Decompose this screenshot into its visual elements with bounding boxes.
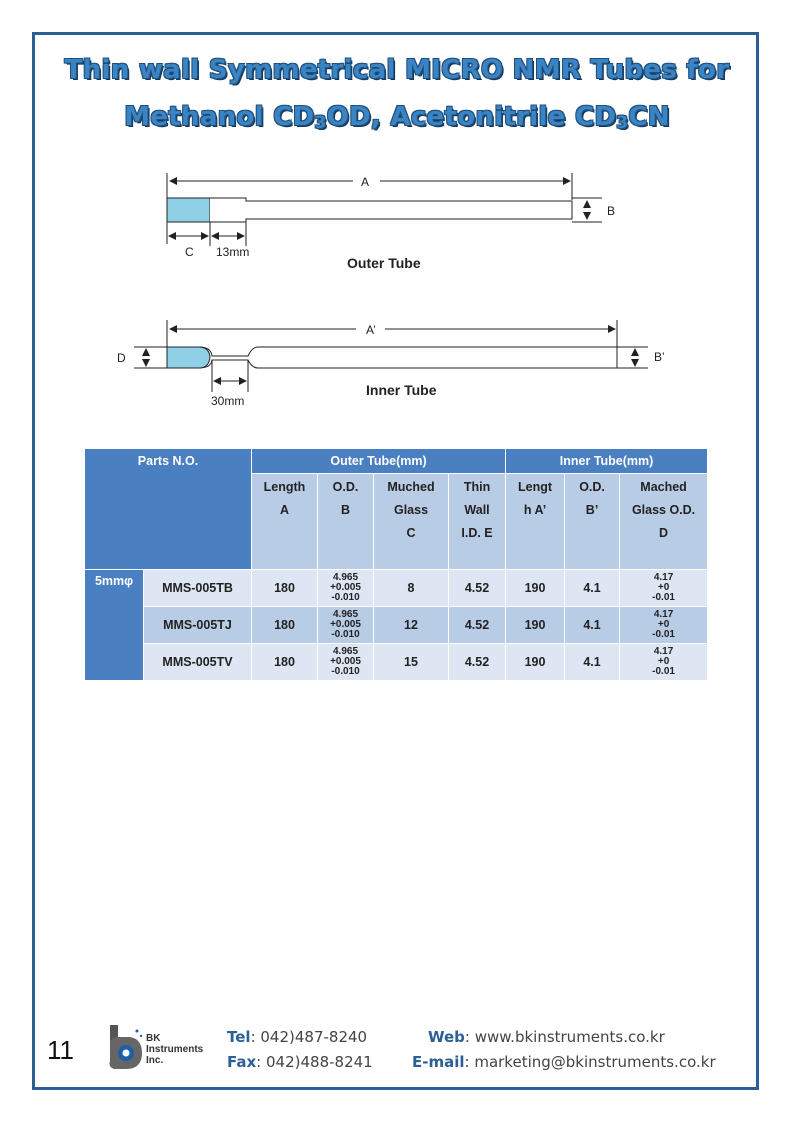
od-b-value: 4.965 +0.005 -0.010 <box>318 570 374 607</box>
outer-label-b: B <box>607 204 616 218</box>
page-title-line-2: Methanol $CD_3OD$, Acetonitrile $CD_3CN$ <box>124 102 670 133</box>
part-number: MMS-005TV <box>144 644 252 681</box>
length-a2-value: 190 <box>506 644 565 681</box>
glass-d-value: 4.17 +0 -0.01 <box>620 644 708 681</box>
contact-tel: Tel: 042)487-8240 <box>227 1028 368 1046</box>
length-a-value: 180 <box>252 644 318 681</box>
inner-label-a: A’ <box>366 323 376 337</box>
outer-glass-section <box>167 198 210 222</box>
inner-tube-caption: Inner Tube <box>366 382 437 398</box>
wall-e-value: 4.52 <box>449 644 506 681</box>
outer-tube-caption: Outer Tube <box>347 255 421 271</box>
table-row <box>85 644 708 681</box>
length-a2-value: 190 <box>506 570 565 607</box>
inner-tube-diagram <box>117 320 665 408</box>
length-a2-value: 190 <box>506 607 565 644</box>
page-title-line-1: Thin wall Symmetrical MICRO NMR Tubes for <box>64 55 730 85</box>
inner-tube-body <box>167 347 617 368</box>
od-b2-value: 4.1 <box>565 644 620 681</box>
table-row <box>85 570 708 607</box>
od-b2-value: 4.1 <box>565 607 620 644</box>
inner-label-30mm: 30mm <box>211 394 245 408</box>
contact-fax: Fax: 042)488-8241 <box>227 1053 373 1071</box>
header-muched-glass-c: Muched Glass C <box>374 474 449 570</box>
header-mached-glass-d: Mached Glass O.D. D <box>620 474 708 570</box>
wall-e-value: 4.52 <box>449 607 506 644</box>
size-cell: 5mmφ <box>85 570 144 681</box>
header-thin-wall-e: Thin Wall I.D. E <box>449 474 506 570</box>
page-number: 11 <box>47 1035 74 1065</box>
outer-label-c: C <box>185 245 194 259</box>
glass-d-value: 4.17 +0 -0.01 <box>620 570 708 607</box>
wall-e-value: 4.52 <box>449 570 506 607</box>
spec-table <box>84 448 708 681</box>
glass-d-value: 4.17 +0 -0.01 <box>620 607 708 644</box>
glass-c-value: 12 <box>374 607 449 644</box>
inner-label-d: D <box>117 351 126 365</box>
contact-email[interactable]: E-mail: marketing@bkinstruments.co.kr <box>412 1053 716 1071</box>
table-header-row-1 <box>85 449 708 474</box>
od-b2-value: 4.1 <box>565 570 620 607</box>
tube-diagrams <box>0 0 794 440</box>
bk-logo-icon <box>104 1025 146 1071</box>
glass-c-value: 15 <box>374 644 449 681</box>
header-od-b: O.D. B <box>318 474 374 570</box>
length-a-value: 180 <box>252 570 318 607</box>
part-number: MMS-005TB <box>144 570 252 607</box>
header-inner-tube: Inner Tube(mm) <box>506 449 708 474</box>
header-outer-tube: Outer Tube(mm) <box>252 449 506 474</box>
outer-tube-body <box>210 198 572 222</box>
table-row <box>85 607 708 644</box>
outer-label-a: A <box>361 175 370 189</box>
glass-c-value: 8 <box>374 570 449 607</box>
brand-name: BK Instruments Inc. <box>146 1033 204 1066</box>
inner-label-b: B’ <box>654 350 665 364</box>
part-number: MMS-005TJ <box>144 607 252 644</box>
header-length-a: Length A <box>252 474 318 570</box>
contact-web[interactable]: Web: www.bkinstruments.co.kr <box>428 1028 665 1046</box>
footer <box>0 1025 794 1085</box>
header-length-a2: Lengt h A’ <box>506 474 565 570</box>
length-a-value: 180 <box>252 607 318 644</box>
od-b-value: 4.965 +0.005 -0.010 <box>318 644 374 681</box>
od-b-value: 4.965 +0.005 -0.010 <box>318 607 374 644</box>
outer-label-13mm: 13mm <box>216 245 250 259</box>
header-parts: Parts N.O. <box>85 449 252 570</box>
inner-glass-section <box>167 347 210 368</box>
header-od-b2: O.D. B’ <box>565 474 620 570</box>
outer-tube-diagram <box>167 173 615 271</box>
